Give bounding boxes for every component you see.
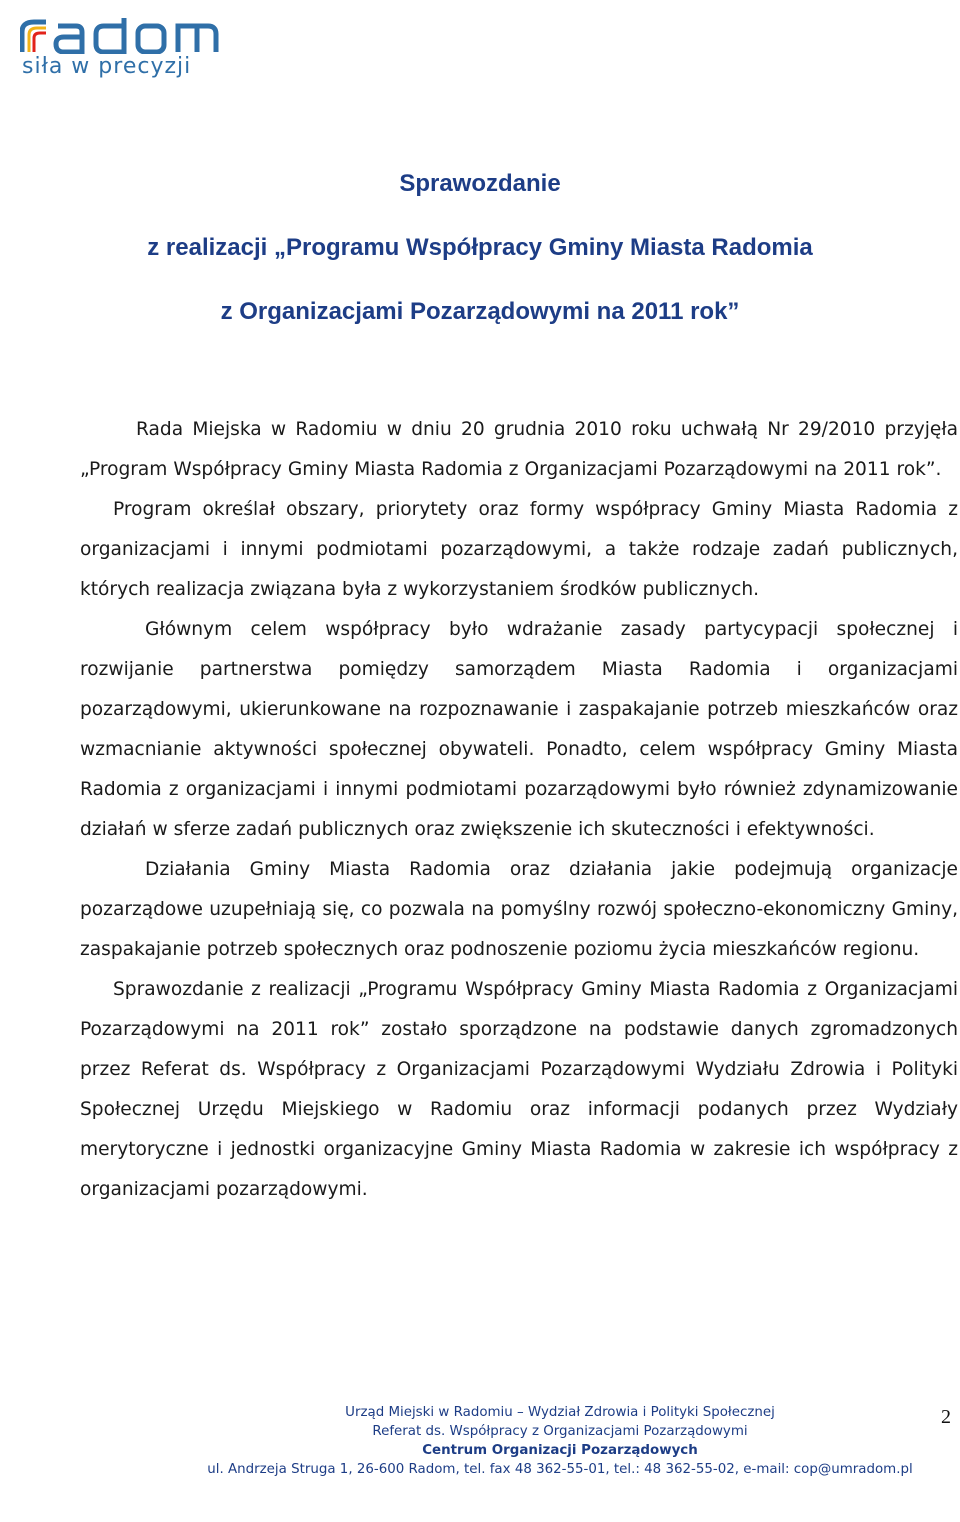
logo-tagline: siła w precyzji: [22, 54, 192, 79]
document-title-block: [0, 170, 960, 326]
footer-department: Referat ds. Współpracy z Organizacjami Pozarządowymi: [372, 1424, 748, 1439]
paragraph-5: Sprawozdanie z realizacji „Programu Współpracy Gminy Miasta Radomia z Organizacjami Pozarządowymi na 2011 rok” zostało sporządzone na podstawie danych zgromadzonych przez Referat ds. Współpracy z Organizacjami Pozarządowymi Wydziału Zdrowia i Polityki Społecznej Urzędu Miejskiego w Radomiu oraz informacji podanych przez Wydziały merytoryczne i jednostki organizacyjne Gminy Miasta Radomia w zakresie ich współpracy z organizacjami pozarządowymi.: [80, 979, 958, 1200]
footer-office: Urząd Miejski w Radomiu – Wydział Zdrowia i Polityki Społecznej: [345, 1405, 775, 1420]
paragraph-1: Rada Miejska w Radomiu w dniu 20 grudnia 2010 roku uchwałą Nr 29/2010 przyjęła „Program Współpracy Gminy Miasta Radomia z Organizacjami Pozarządowymi na 2011 rok”.: [80, 419, 958, 480]
document-body: [80, 410, 958, 1210]
paragraph-4: Działania Gminy Miasta Radomia oraz działania jakie podejmują organizacje pozarządowe uzupełniają się, co pozwala na pomyślny rozwój społeczno-ekonomiczny Gminy, zaspakajanie potrzeb społecznych oraz podnoszenie poziomu życia mieszkańców regionu.: [80, 859, 958, 960]
document-subtitle-line-1: z realizacji „Programu Współpracy Gminy Miasta Radomia: [147, 234, 813, 261]
document-title: Sprawozdanie: [399, 170, 561, 197]
page-number: 2: [941, 1406, 951, 1428]
footer-center: Centrum Organizacji Pozarządowych: [422, 1443, 698, 1458]
paragraph-2: Program określał obszary, priorytety oraz formy współpracy Gminy Miasta Radomia z organizacjami i innymi podmiotami pozarządowymi, a także rodzaje zadań publicznych, których realizacja związana była z wykorzystaniem środków publicznych.: [80, 499, 958, 600]
paragraph-3: Głównym celem współpracy było wdrażanie zasady partycypacji społecznej i rozwijanie partnerstwa pomiędzy samorządem Miasta Radomia i organizacjami pozarządowymi, ukierunkowane na rozpoznawanie i zaspakajanie potrzeb mieszkańców oraz wzmacnianie aktywności społecznej obywateli. Ponadto, celem współpracy Gminy Miasta Radomia z organizacjami i innymi podmiotami pozarządowymi było również zdynamizowanie działań w sferze zadań publicznych oraz zwiększenie ich skuteczności i efektywności.: [80, 619, 958, 840]
radom-logo-mark: [20, 18, 220, 54]
footer-address: ul. Andrzeja Struga 1, 26-600 Radom, tel. fax 48 362-55-01, tel.: 48 362-55-02, e-mail: cop@umradom.pl: [207, 1462, 913, 1477]
radom-logo: [20, 18, 220, 86]
page-footer: [180, 1403, 940, 1479]
document-subtitle-line-2: z Organizacjami Pozarządowymi na 2011 rok”: [220, 298, 740, 325]
